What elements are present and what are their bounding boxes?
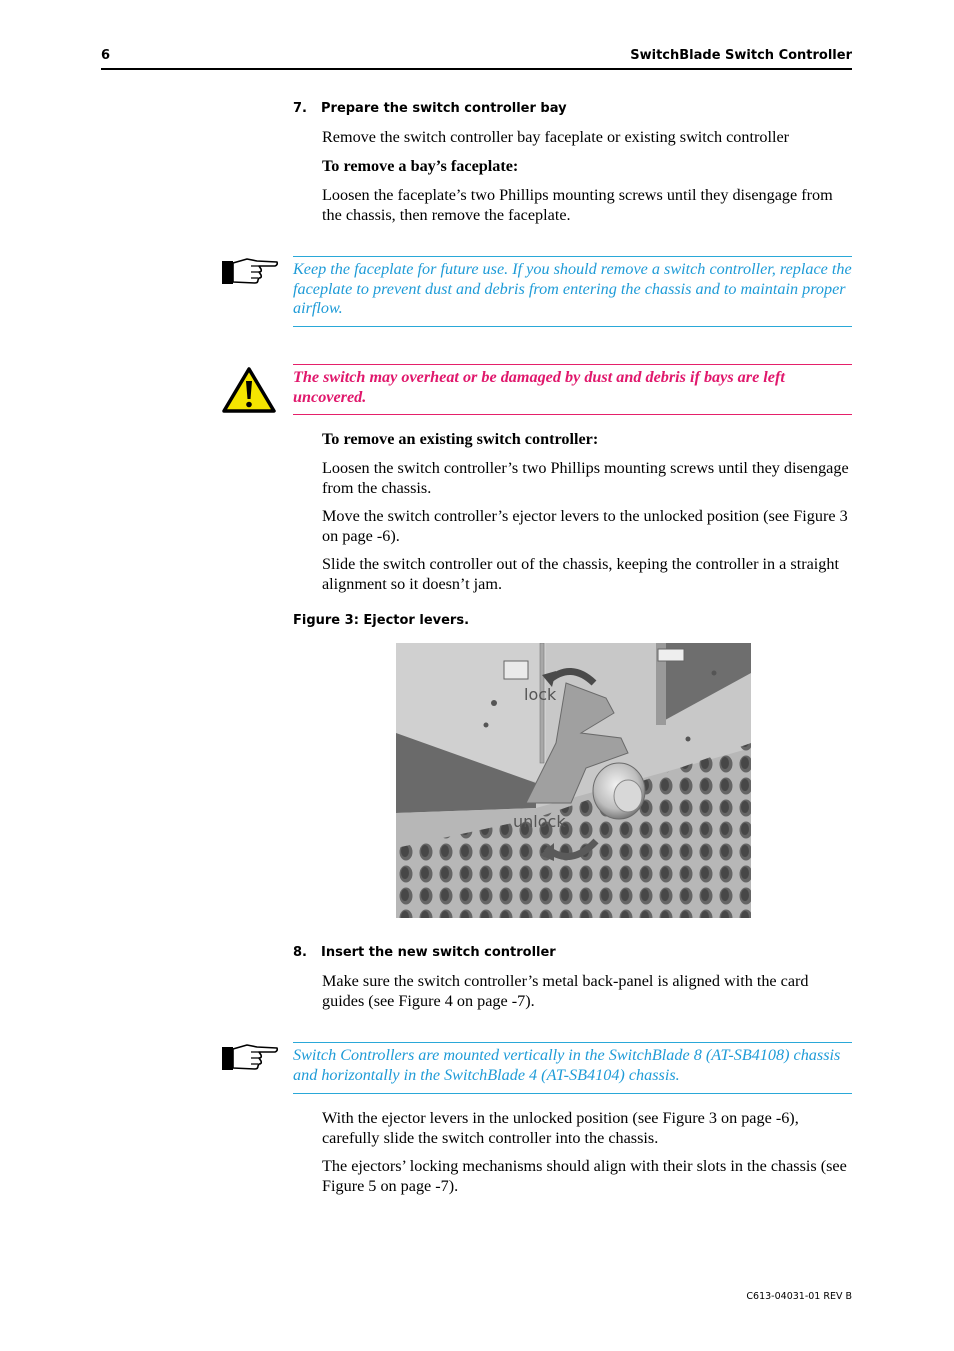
- step-8-p1: Make sure the switch controller’s metal back-panel is aligned with the card guides (see Figure 4 on page -7).: [322, 972, 809, 1010]
- figure-label-lock: lock: [524, 685, 557, 704]
- remove-controller-heading: To remove an existing switch controller:: [322, 430, 599, 448]
- step-7-number: 7.: [293, 101, 307, 116]
- ejector-levers-figure: [396, 643, 751, 918]
- step-7-heading: [293, 101, 567, 116]
- note-faceplate: Keep the faceplate for future use. If you should remove a switch controller, replace the faceplate to prevent dust and debris from entering the chassis and to maintain proper airflow.: [293, 256, 852, 327]
- remove-controller-p3: Slide the switch controller out of the chassis, keeping the controller in a straight alignment so it doesn’t jam.: [322, 555, 839, 593]
- remove-controller-p2: Move the switch controller’s ejector levers to the unlocked position (see Figure 3 on page -6).: [322, 507, 848, 545]
- running-header-title: SwitchBlade Switch Controller: [630, 48, 852, 63]
- figure-caption: Figure 3: Ejector levers.: [293, 613, 470, 628]
- note-mounting: Switch Controllers are mounted vertically in the SwitchBlade 8 (AT-SB4108) chassis and horizontally in the SwitchBlade 4 (AT-SB4104) chassis.: [293, 1042, 852, 1094]
- document-id: C613-04031-01 REV B: [746, 1291, 852, 1302]
- page-number: 6: [101, 48, 111, 63]
- step-8-p3: The ejectors’ locking mechanisms should align with their slots in the chassis (see Figure 5 on page -7).: [322, 1157, 847, 1195]
- step-7-intro: Remove the switch controller bay faceplate or existing switch controller: [322, 128, 790, 146]
- header-rule: [101, 68, 852, 70]
- pointing-hand-icon: [221, 256, 279, 286]
- figure-label-unlock: unlock: [513, 812, 566, 831]
- warning-overheat: The switch may overheat or be damaged by dust and debris if bays are left uncovered.: [293, 364, 852, 415]
- remove-faceplate-heading: To remove a bay’s faceplate:: [322, 157, 519, 175]
- step-8-p2: With the ejector levers in the unlocked position (see Figure 3 on page -6), carefully slide the switch controller into the chassis.: [322, 1109, 799, 1147]
- warning-triangle-icon: [222, 366, 276, 414]
- step-8-title: Insert the new switch controller: [321, 945, 556, 960]
- step-8-number: 8.: [293, 945, 307, 960]
- pointing-hand-icon: [221, 1042, 279, 1072]
- step-8-heading: [293, 945, 556, 960]
- remove-controller-p1: Loosen the switch controller’s two Phillips mounting screws until they disengage from the chassis.: [322, 459, 849, 497]
- step-7-title: Prepare the switch controller bay: [321, 101, 567, 116]
- remove-faceplate-text: Loosen the faceplate’s two Phillips mounting screws until they disengage from the chassis, then remove the faceplate.: [322, 186, 833, 224]
